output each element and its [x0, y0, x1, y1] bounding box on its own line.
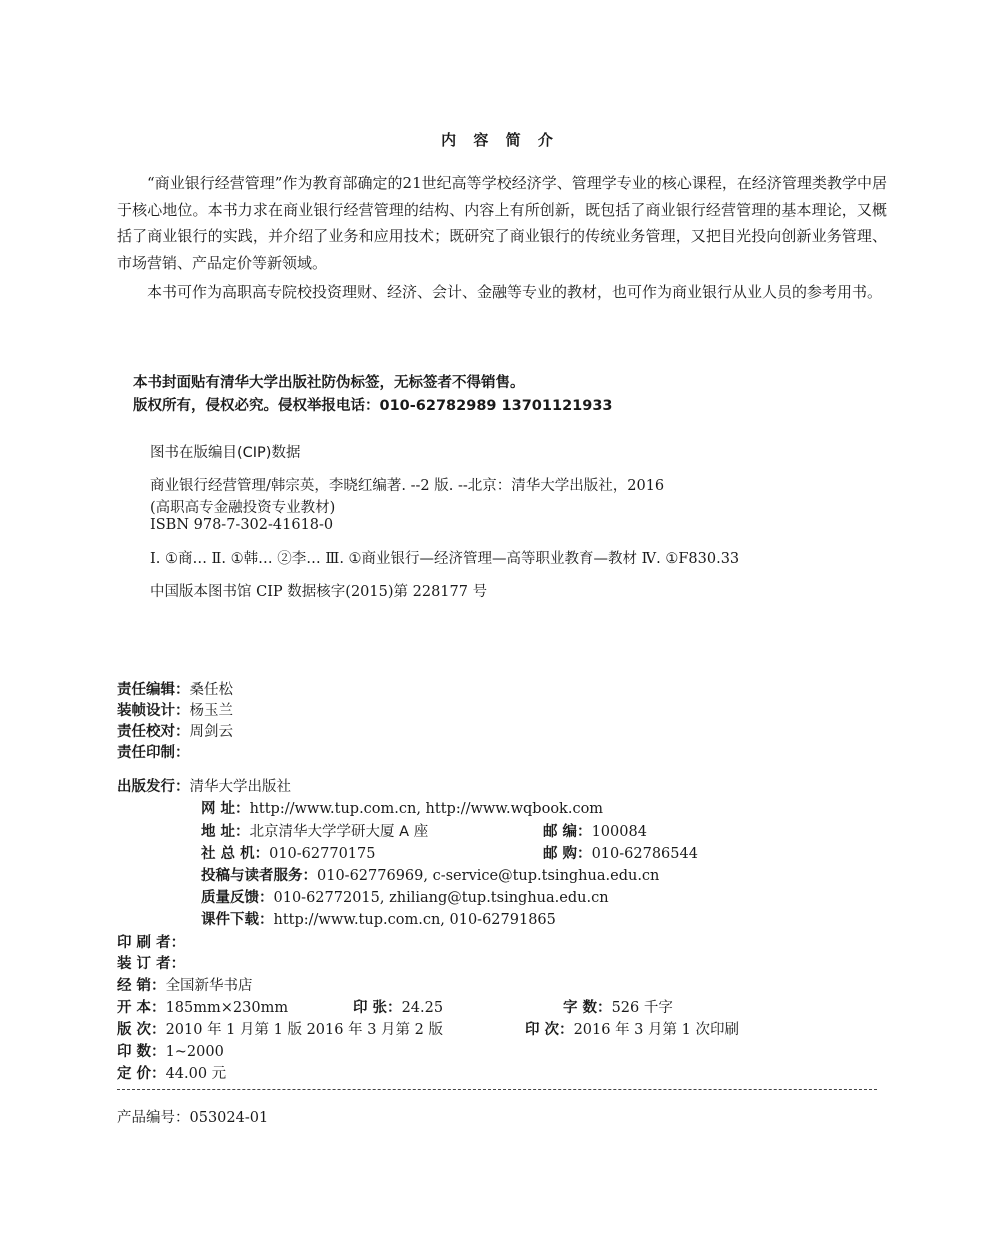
credit-label: 版 次： [117, 1022, 166, 1038]
credit-value: 44.00 元 [165, 1066, 227, 1082]
credit-label: 质量反馈： [201, 890, 274, 906]
credit-word-count [563, 996, 673, 1017]
intro-paragraph-1: “商业银行经营管理”作为教育部确定的21世纪高等学校经济学、管理学专业的核心课程，在经济管理类教学中居于核心地位。本书力求在商业银行经营管理的结构、内容上有所创新，既包括了商业银行经营管理的基本理论，又概括了商业银行的实践，并介绍了业务和应用技术；既研究了商业银行的传统业务管理，又把目光投向创新业务管理、市场营销、产品定价等新领域。 [117, 174, 887, 272]
page-title: 内 容 简 介 [441, 131, 559, 149]
cip-classification: Ⅰ. ①商… Ⅱ. ①韩… ②李… Ⅲ. ①商业银行—经济管理—高等职业教育—教材 Ⅳ. ①F830.33 [150, 551, 740, 567]
credit-value: 185mm×230mm [165, 1000, 289, 1016]
credit-printer [117, 931, 185, 952]
credit-value: 2010 年 1 月第 1 版 2016 年 3 月第 2 版 [165, 1022, 443, 1038]
credit-label: 责任编辑： [117, 682, 190, 698]
credit-mail-order [543, 842, 698, 863]
credit-print-run [117, 1040, 224, 1061]
credit-label: 经 销： [117, 978, 166, 994]
credit-label: 出版发行： [117, 779, 190, 795]
cip-line-2: (高职高专金融投资专业教材) [150, 500, 336, 516]
credit-value: 010-62786544 [591, 846, 698, 862]
credit-value: 2016 年 3 月第 1 次印刷 [573, 1022, 739, 1038]
credit-label: 印 刷 者： [117, 935, 186, 951]
anti-counterfeit-notice: 本书封面贴有清华大学出版社防伪标签，无标签者不得销售。 [133, 375, 525, 391]
credit-label: 投稿与读者服务： [201, 868, 317, 884]
credit-value: 100084 [591, 824, 647, 840]
credit-price [117, 1062, 226, 1083]
credit-value: 桑任松 [189, 682, 233, 698]
intro-paragraph-2: 本书可作为高职高专院校投资理财、经济、会计、金融等专业的教材，也可作为商业银行从业人员的参考用书。 [147, 283, 883, 301]
credit-value: 北京清华大学学研大厦 A 座 [249, 824, 429, 840]
credit-reader-service [201, 864, 659, 885]
credit-editor [117, 678, 233, 699]
cip-line-1: 商业银行经营管理/韩宗英，李晓红编著. --2 版. --北京：清华大学出版社，2016 [150, 478, 665, 494]
credit-value: 清华大学出版社 [189, 779, 291, 795]
credit-label: 邮 购： [543, 846, 592, 862]
credit-label: 印 次： [525, 1022, 574, 1038]
credit-label: 网 址： [201, 801, 250, 817]
credit-value: 周剑云 [189, 724, 233, 740]
credit-value: 全国新华书店 [165, 978, 253, 994]
credit-label: 邮 编： [543, 824, 592, 840]
credit-label: 责任印制： [117, 745, 190, 761]
credit-impression [525, 1018, 739, 1039]
credit-phone [201, 842, 376, 863]
credit-address [201, 820, 428, 841]
credit-design [117, 699, 233, 720]
copyright-notice: 版权所有，侵权必究。侵权举报电话：010-62782989 13701121933 [133, 398, 613, 414]
cip-record-number: 中国版本图书馆 CIP 数据核字(2015)第 228177 号 [150, 584, 488, 600]
credit-value: 1~2000 [165, 1044, 224, 1060]
credit-zip [543, 820, 647, 841]
credit-download [201, 908, 556, 929]
credit-label: 社 总 机： [201, 846, 270, 862]
credit-label: 定 价： [117, 1066, 166, 1082]
credit-binder [117, 952, 185, 973]
credit-label: 字 数： [563, 1000, 612, 1016]
credit-value: 杨玉兰 [189, 703, 233, 719]
divider-line [117, 1089, 877, 1090]
credit-edition [117, 1018, 443, 1039]
credit-value: 010-62770175 [269, 846, 376, 862]
credit-website [201, 797, 603, 818]
credit-print-manager [117, 741, 190, 762]
credit-value: 010-62776969, c-service@tup.tsinghua.edu.cn [317, 868, 660, 884]
credit-value: 010-62772015, zhiliang@tup.tsinghua.edu.cn [273, 890, 609, 906]
credit-value: http://www.tup.com.cn, http://www.wqbook.com [249, 801, 604, 817]
credit-publisher [117, 775, 291, 796]
credit-value: http://www.tup.com.cn, 010-62791865 [273, 912, 556, 928]
credit-label: 开 本： [117, 1000, 166, 1016]
credit-format [117, 996, 288, 1017]
credit-label: 产品编号： [117, 1110, 190, 1126]
credit-label: 责任校对： [117, 724, 190, 740]
credit-value: 24.25 [401, 1000, 444, 1016]
credit-distributor [117, 974, 253, 995]
credit-sheets [353, 996, 443, 1017]
credit-product-number [117, 1106, 268, 1127]
credit-label: 印 数： [117, 1044, 166, 1060]
cip-isbn: ISBN 978-7-302-41618-0 [150, 517, 334, 533]
cip-heading: 图书在版编目(CIP)数据 [150, 445, 301, 461]
credit-value: 526 千字 [611, 1000, 673, 1016]
credit-proof [117, 720, 233, 741]
credit-label: 地 址： [201, 824, 250, 840]
credit-label: 课件下载： [201, 912, 274, 928]
credit-label: 装帧设计： [117, 703, 190, 719]
credit-label: 印 张： [353, 1000, 402, 1016]
credit-value: 053024-01 [189, 1110, 269, 1126]
credit-quality-feedback [201, 886, 609, 907]
credit-label: 装 订 者： [117, 956, 186, 972]
